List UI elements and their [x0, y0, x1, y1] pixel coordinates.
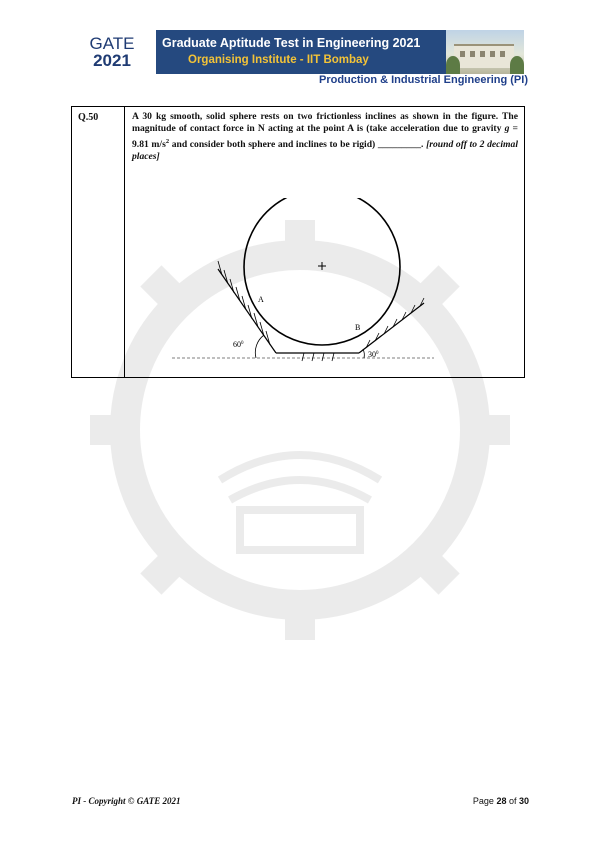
- tree-image: [446, 56, 460, 74]
- logo-year-text: 2021: [93, 51, 131, 70]
- rounding-instruction: [round off to 2 decimal places]: [132, 139, 518, 163]
- organising-institute: Organising Institute - IIT Bombay: [188, 54, 369, 66]
- tree-image: [510, 56, 524, 74]
- angle-left-value: 60: [233, 340, 241, 349]
- sphere-inclines-figure: [144, 198, 464, 376]
- building-image: [454, 44, 514, 68]
- gravity-symbol: g: [504, 123, 510, 135]
- question-text: [132, 111, 518, 164]
- subject-heading: Production & Industrial Engineering (PI): [318, 74, 528, 86]
- copyright-footer: PI - Copyright © GATE 2021: [72, 796, 181, 806]
- angle-arc-right: [363, 349, 364, 358]
- right-incline: [359, 298, 424, 353]
- gate-logo: [70, 30, 154, 74]
- gravity-exponent: 2: [165, 137, 170, 145]
- page-number-footer: [473, 796, 529, 806]
- question-table: [71, 106, 525, 378]
- angle-left-label: [233, 340, 244, 349]
- page-current: 28: [496, 796, 507, 806]
- exam-title: Graduate Aptitude Test in Engineering 2021: [162, 36, 421, 50]
- base-plate: [276, 353, 359, 361]
- angle-right-degree: 0: [376, 351, 379, 356]
- angle-right-value: 30: [368, 350, 376, 359]
- angle-right-label: [368, 350, 379, 359]
- question-main-text: A 30 kg smooth, solid sphere rests on two frictionless inclines as shown in the figure. The magnitude of contact force in N acting at the point A is (take acceleration due to gravity: [132, 111, 518, 135]
- title-band: [156, 30, 446, 74]
- sphere-center-mark: [318, 262, 326, 270]
- angle-left-degree: 0: [241, 341, 244, 346]
- point-b-label: B: [355, 323, 361, 332]
- point-a-label: A: [258, 295, 264, 304]
- angle-arc-left: [255, 335, 264, 358]
- logo-gate-text: GATE: [89, 34, 135, 53]
- page-total: 30: [518, 796, 529, 806]
- campus-photo: [446, 30, 524, 74]
- sphere: [244, 198, 400, 345]
- gravity-value: = 9.81 m/s: [132, 123, 518, 150]
- question-number-cell: [72, 107, 125, 377]
- page-prefix: Page: [472, 796, 497, 806]
- header-banner: [70, 30, 524, 74]
- question-number: Q.50: [78, 112, 99, 123]
- left-incline: [218, 261, 276, 353]
- page-of: of: [506, 796, 519, 806]
- question-tail-text: and consider both sphere and inclines to be rigid) _________.: [169, 139, 424, 150]
